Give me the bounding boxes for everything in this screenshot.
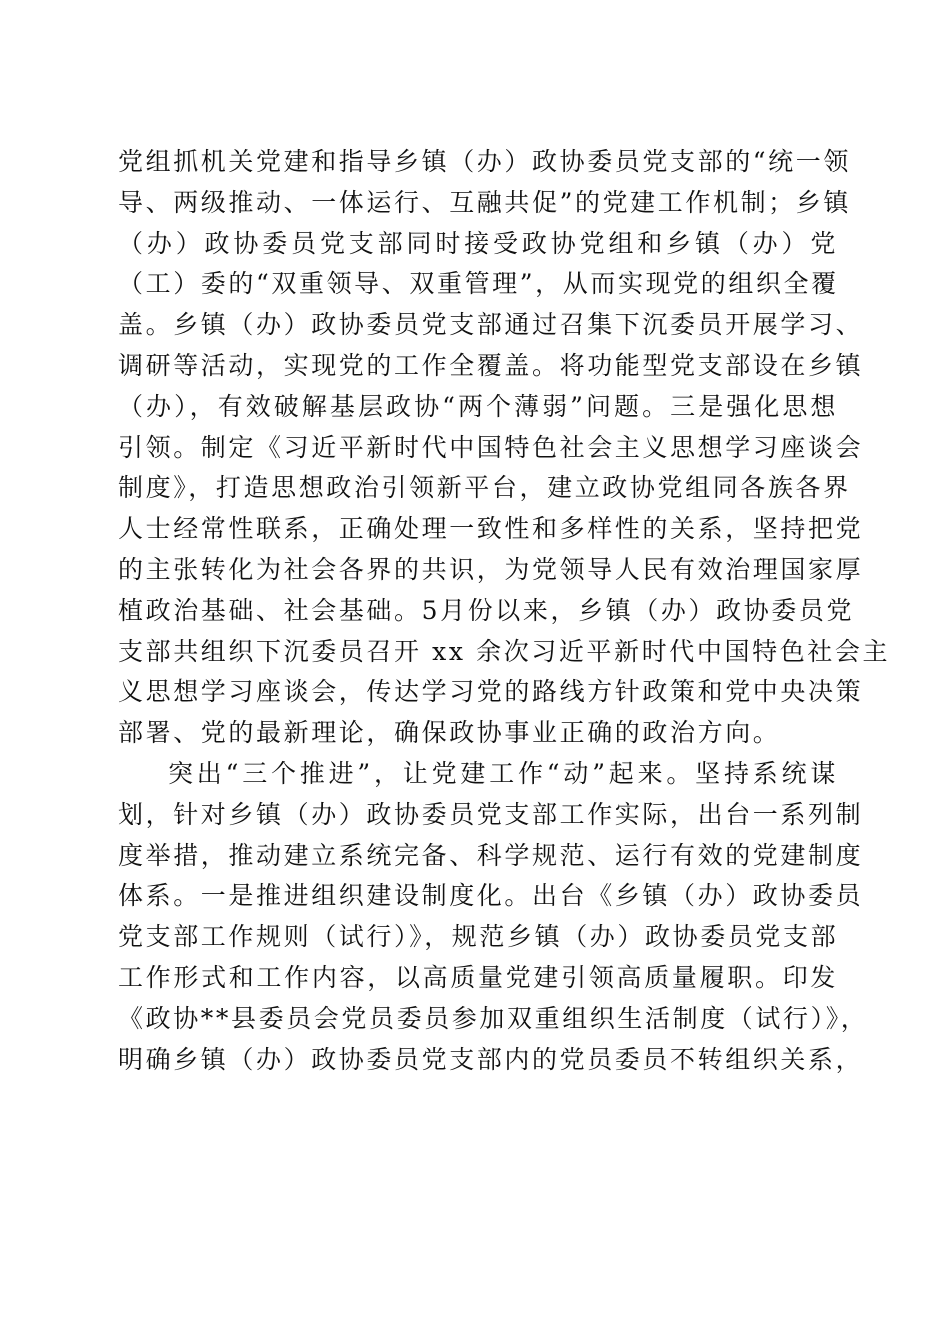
text-line: 体系。一是推进组织建设制度化。出台《乡镇（办）政协委员 [118, 881, 864, 911]
text-line: 人士经常性联系，正确处理一致性和多样性的关系，坚持把党 [118, 514, 864, 544]
text-line: 支部共组织下沉委员召开 xx 余次习近平新时代中国特色社会主 [118, 636, 891, 666]
text-line: 导、两级推动、一体运行、互融共促”的党建工作机制；乡镇 [118, 187, 851, 217]
text-line-last: 部署、党的最新理论，确保政协事业正确的政治方向。 [118, 718, 781, 748]
text-line: （工）委的“双重领导、双重管理”，从而实现党的组织全覆 [118, 269, 839, 299]
text-line: 盖。乡镇（办）政协委员党支部通过召集下沉委员开展学习、 [118, 310, 864, 340]
text-line: 度举措，推动建立系统完备、科学规范、运行有效的党建制度 [118, 840, 864, 870]
text-line: 引领。制定《习近平新时代中国特色社会主义思想学习座谈会 [118, 432, 864, 462]
text-line: 明确乡镇（办）政协委员党支部内的党员委员不转组织关系， [118, 1044, 864, 1074]
text-line: 党组抓机关党建和指导乡镇（办）政协委员党支部的“统一领 [118, 147, 851, 176]
paragraph-1 [118, 142, 891, 754]
text-line: 的主张转化为社会各界的共识，为党领导人民有效治理国家厚 [118, 554, 864, 584]
text-line: 划，针对乡镇（办）政协委员党支部工作实际，出台一系列制 [118, 799, 864, 829]
text-line: 植政治基础、社会基础。5月份以来，乡镇（办）政协委员党 [118, 595, 855, 625]
text-line-first: 突出“三个推进”，让党建工作“动”起来。坚持系统谋 [168, 758, 838, 788]
text-line: 制度》，打造思想政治引领新平台，建立政协党组同各族各界 [118, 473, 851, 503]
text-line: 调研等活动，实现党的工作全覆盖。将功能型党支部设在乡镇 [118, 350, 864, 380]
text-line: （办）政协委员党支部同时接受政协党组和乡镇（办）党 [118, 228, 838, 258]
body-text [118, 142, 891, 1080]
text-line: 党支部工作规则（试行）》，规范乡镇（办）政协委员党支部 [118, 922, 839, 952]
text-line: （办），有效破解基层政协“两个薄弱”问题。三是强化思想 [118, 391, 838, 421]
text-line: 《政协**县委员会党员委员参加双重组织生活制度（试行）》， [118, 1003, 869, 1033]
text-line: 义思想学习座谈会，传达学习党的路线方针政策和党中央决策 [118, 677, 864, 707]
paragraph-2 [118, 754, 869, 1080]
text-line: 工作形式和工作内容，以高质量党建引领高质量履职。印发 [118, 962, 838, 992]
